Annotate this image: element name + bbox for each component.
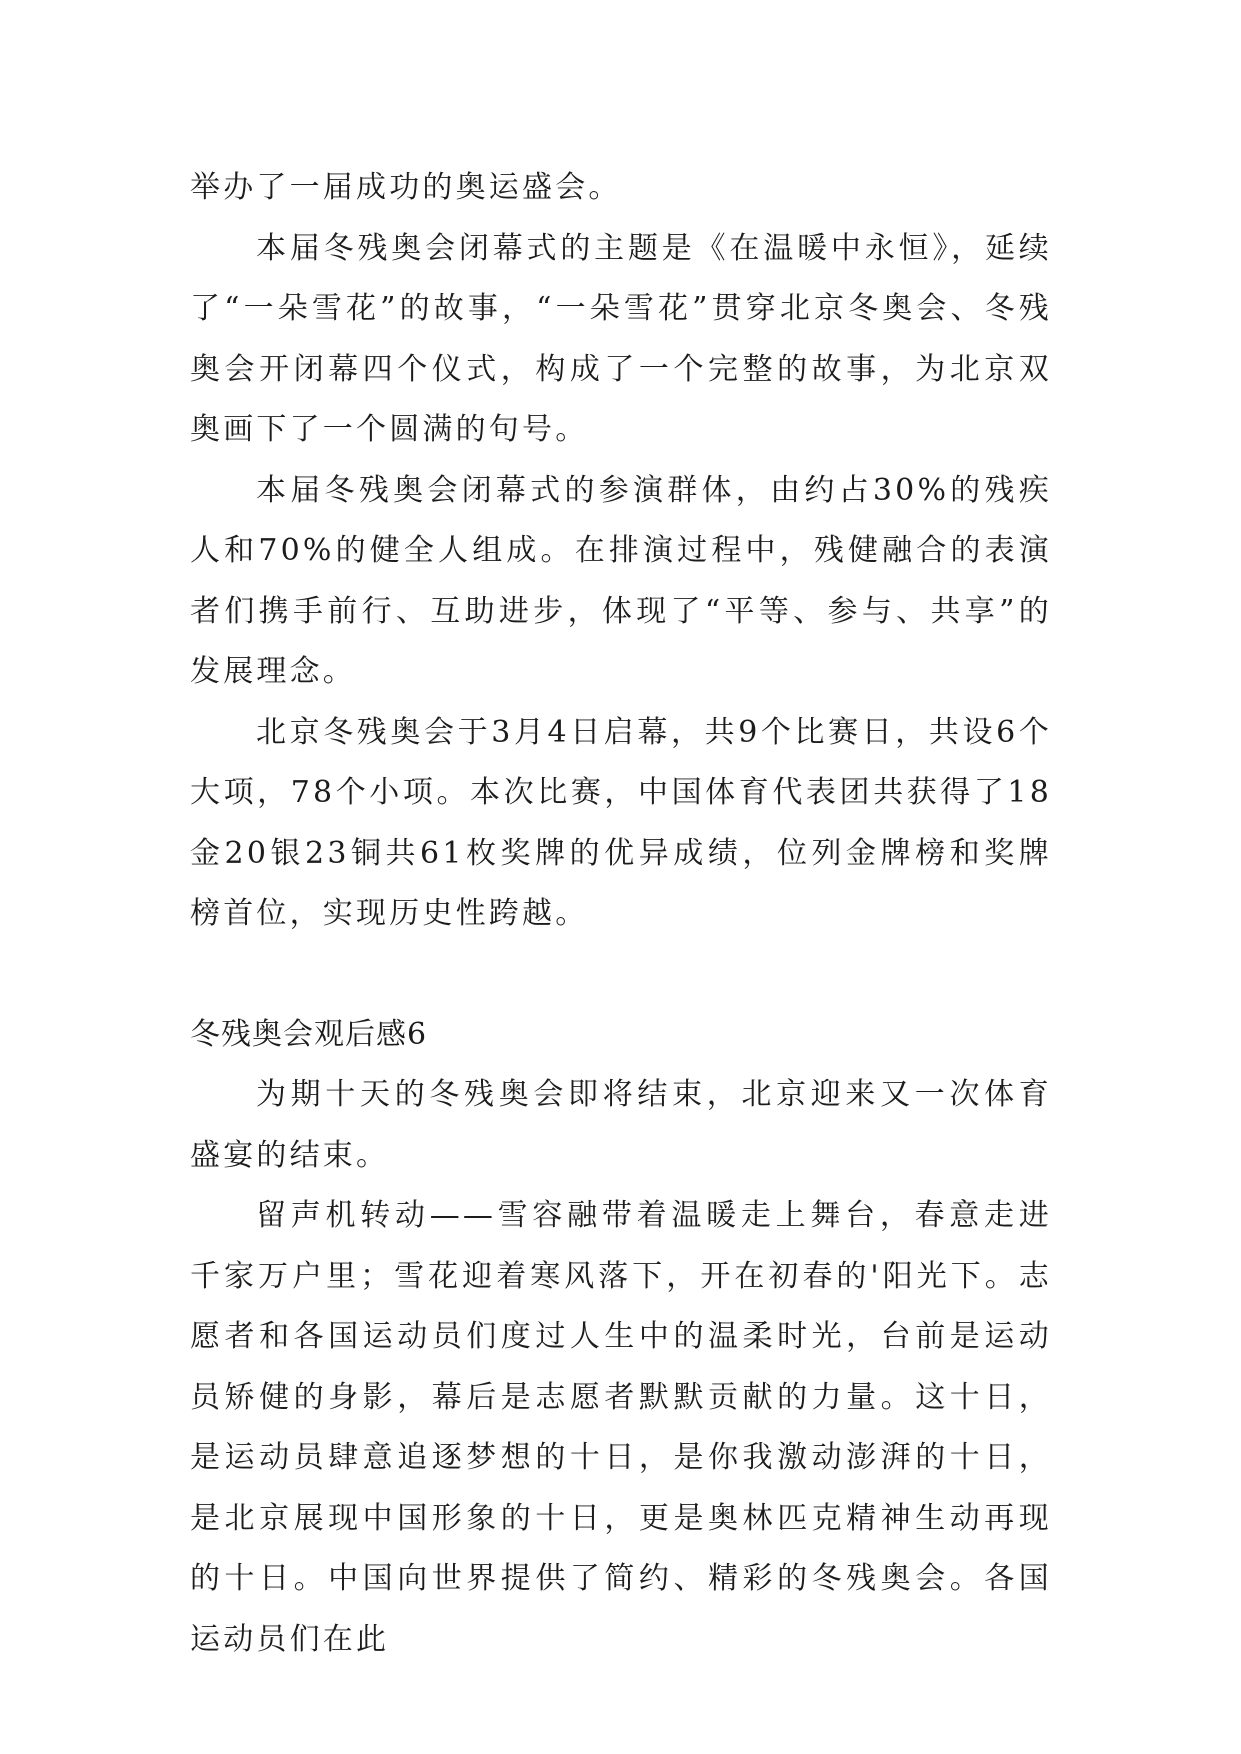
paragraph-medal-results: 北京冬残奥会于3月4日启幕，共9个比赛日，共设6个大项，78个小项。本次比赛，中国体育代表团共获得了18金20银23铜共61枚奖牌的优异成绩，位列金牌榜和奖牌榜首位，实现历史性跨越。 xyxy=(190,714,1052,931)
paragraph-closing-theme: 本届冬残奥会闭幕式的主题是《在温暖中永恒》，延续了“一朵雪花”的故事，“一朵雪花”贯穿北京冬奥会、冬残奥会开闭幕四个仪式，构成了一个完整的故事，为北京双奥画下了一个圆满的句号。 xyxy=(190,230,1052,447)
document-body xyxy=(190,158,1052,1670)
paragraph-continuation: 举办了一届成功的奥运盛会。 xyxy=(190,170,622,205)
paragraph-gramophone: 留声机转动——雪容融带着温暖走上舞台，春意走进千家万户里；雪花迎着寒风落下，开在初春的'阳光下。志愿者和各国运动员们度过人生中的温柔时光，台前是运动员矫健的身影，幕后是志愿者默默贡献的力量。这十日，是运动员肆意追逐梦想的十日，是你我激动澎湃的十日，是北京展现中国形象的十日，更是奥林匹克精神生动再现的十日。中国向世界提供了简约、精彩的冬残奥会。各国运动员们在此 xyxy=(190,1198,1052,1657)
paragraph-performers: 本届冬残奥会闭幕式的参演群体，由约占30%的残疾人和70%的健全人组成。在排演过程中，残健融合的表演者们携手前行、互助进步，体现了“平等、参与、共享”的发展理念。 xyxy=(190,472,1052,689)
paragraph-ten-days: 为期十天的冬残奥会即将结束，北京迎来又一次体育盛宴的结束。 xyxy=(190,1077,1052,1173)
section-heading: 冬残奥会观后感6 xyxy=(190,1016,428,1052)
